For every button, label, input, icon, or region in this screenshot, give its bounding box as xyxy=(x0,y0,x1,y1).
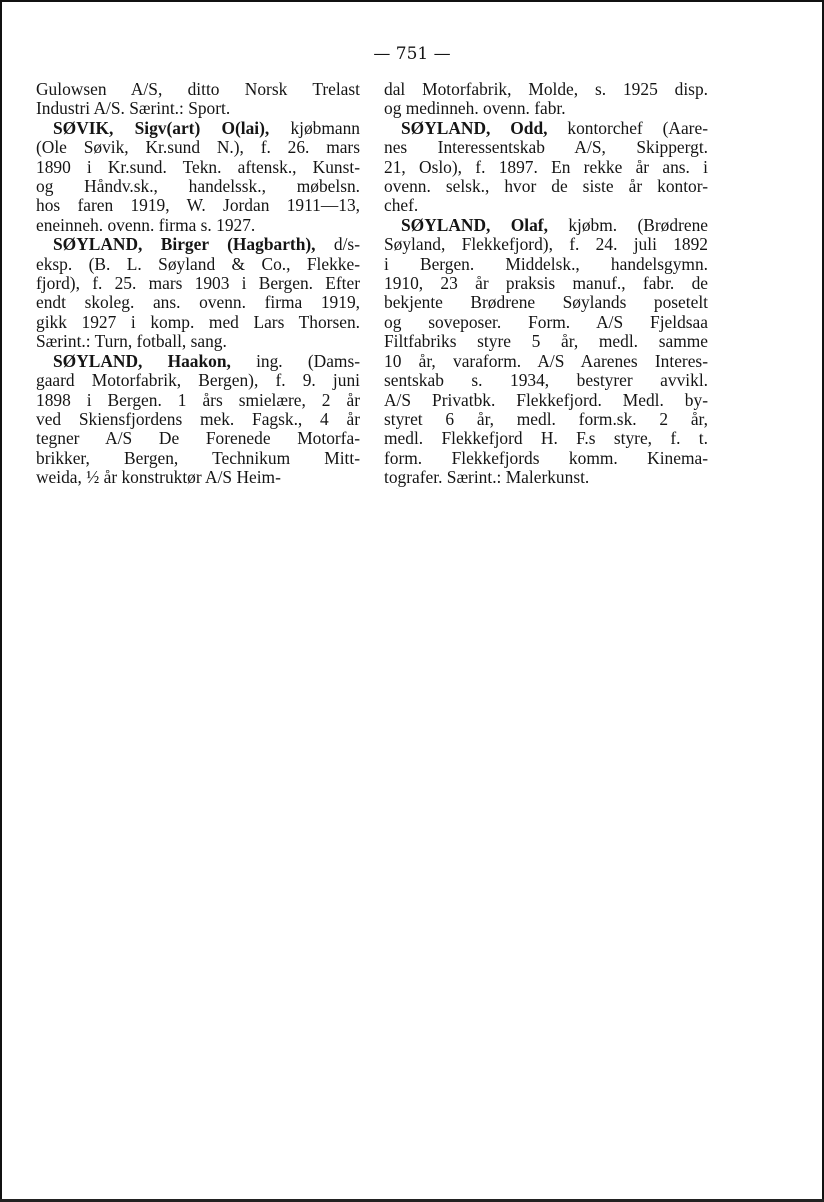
text-line xyxy=(384,313,708,332)
biography-entry xyxy=(36,235,360,351)
entry-name: SØYLAND, Olaf, xyxy=(401,214,548,235)
entry-text: dal Motorfabrik, Molde, s. 1925 disp. xyxy=(384,79,708,99)
entry-text: 10 år, varaform. A/S Aarenes Interes- xyxy=(384,350,708,371)
biography-continuation xyxy=(384,80,708,119)
text-line xyxy=(36,449,360,468)
entry-text: 21, Oslo), f. 1897. En rekke år ans. i xyxy=(384,156,708,177)
text-line xyxy=(36,391,360,410)
entry-text: gaard Motorfabrik, Bergen), f. 9. juni xyxy=(36,370,360,391)
biography-entry xyxy=(36,119,360,235)
text-line xyxy=(384,429,708,448)
left-column xyxy=(36,80,360,488)
entry-text: og Håndv.sk., handelssk., møbelsn. xyxy=(36,176,360,197)
text-line xyxy=(36,80,360,99)
entry-text: bekjente Brødrene Søylands posetelt xyxy=(384,292,708,313)
text-line xyxy=(36,138,360,157)
text-line xyxy=(36,158,360,177)
text-line xyxy=(36,313,360,332)
page-border-top xyxy=(0,0,824,2)
entry-text: kjøbmann xyxy=(269,117,361,138)
text-line xyxy=(384,332,708,351)
text-line xyxy=(384,119,708,138)
entry-text: kjøbm. (Brødrene xyxy=(547,214,708,235)
text-line xyxy=(384,468,708,487)
entry-text: 1910, 23 år praksis manuf., fabr. de xyxy=(384,273,708,294)
entry-text: hos faren 1919, W. Jordan 1911—13, xyxy=(36,195,360,216)
entry-text: Søyland, Flekkefjord), f. 24. juli 1892 xyxy=(384,234,708,255)
text-line xyxy=(384,410,708,429)
biography-continuation xyxy=(36,80,360,119)
text-line xyxy=(384,293,708,312)
entry-text: A/S Privatbk. Flekkefjord. Medl. by- xyxy=(384,389,708,410)
entry-name: SØYLAND, Birger (Hagbarth), xyxy=(53,234,316,255)
entry-text: Industri A/S. Særint.: Sport. xyxy=(36,98,231,119)
text-line xyxy=(384,158,708,177)
entry-text: Gulowsen A/S, ditto Norsk Trelast xyxy=(36,79,360,99)
entry-text: og medinneh. ovenn. fabr. xyxy=(384,98,566,119)
text-line xyxy=(36,274,360,293)
entry-text: styret 6 år, medl. form.sk. 2 år, xyxy=(384,408,708,429)
entry-text: brikker, Bergen, Technikum Mitt- xyxy=(36,447,360,468)
entry-text: ved Skiensfjordens mek. Fagsk., 4 år xyxy=(36,408,360,429)
entry-text: 1898 i Bergen. 1 års smielære, 2 år xyxy=(36,389,360,410)
entry-text: Særint.: Turn, fotball, sang. xyxy=(36,331,227,352)
entry-text: i Bergen. Middelsk., handelsgymn. xyxy=(384,253,708,274)
entry-text: eneinneh. ovenn. firma s. 1927. xyxy=(36,214,256,235)
text-line xyxy=(36,196,360,215)
text-line xyxy=(384,235,708,254)
text-line xyxy=(384,255,708,274)
entry-text: ing. (Dams- xyxy=(230,350,360,371)
text-line xyxy=(36,235,360,254)
text-line xyxy=(384,177,708,196)
entry-text: eksp. (B. L. Søyland & Co., Flekke- xyxy=(36,253,360,274)
entry-text: nes Interessentskab A/S, Skippergt. xyxy=(384,137,708,158)
page-border-left xyxy=(0,0,2,1202)
text-line xyxy=(384,391,708,410)
entry-text: kontorchef (Aare- xyxy=(547,117,708,138)
entry-text: fjord), f. 25. mars 1903 i Bergen. Efter xyxy=(36,273,360,294)
entry-text: 1890 i Kr.sund. Tekn. aftensk., Kunst- xyxy=(36,156,360,177)
biography-entry xyxy=(36,352,360,488)
text-line xyxy=(36,99,360,118)
entry-text: form. Flekkefjords komm. Kinema- xyxy=(384,447,708,468)
entry-text: (Ole Søvik, Kr.sund N.), f. 26. mars xyxy=(36,137,360,158)
entry-text: d/s- xyxy=(315,234,360,255)
entry-text: endt skoleg. ans. ovenn. firma 1919, xyxy=(36,292,360,313)
text-line xyxy=(384,138,708,157)
entry-name: SØYLAND, Haakon, xyxy=(53,350,231,371)
text-line xyxy=(36,332,360,351)
text-line xyxy=(36,429,360,448)
entry-text: og soveposer. Form. A/S Fjeldsaa xyxy=(384,311,708,332)
text-line xyxy=(384,449,708,468)
right-column xyxy=(384,80,708,488)
text-line xyxy=(384,99,708,118)
text-line xyxy=(384,196,708,215)
entry-text: Filtfabriks styre 5 år, medl. samme xyxy=(384,331,708,352)
entry-name: SØVIK, Sigv(art) O(lai), xyxy=(53,117,270,138)
entry-text: sentskab s. 1934, bestyrer avvikl. xyxy=(384,370,708,391)
text-line xyxy=(36,216,360,235)
text-line xyxy=(36,255,360,274)
entry-text: gikk 1927 i komp. med Lars Thorsen. xyxy=(36,311,360,332)
text-line xyxy=(384,274,708,293)
text-line xyxy=(36,410,360,429)
entry-text: weida, ½ år konstruktør A/S Heim- xyxy=(36,467,281,488)
entry-text: chef. xyxy=(384,195,419,216)
page-number: — 751 — xyxy=(373,44,451,64)
text-line xyxy=(36,371,360,390)
text-line xyxy=(36,352,360,371)
entry-name: SØYLAND, Odd, xyxy=(401,117,548,138)
entry-text: medl. Flekkefjord H. F.s styre, f. t. xyxy=(384,428,708,449)
entry-text: tografer. Særint.: Malerkunst. xyxy=(384,467,590,488)
entry-text: ovenn. selsk., hvor de siste år kontor- xyxy=(384,176,708,197)
text-line xyxy=(36,119,360,138)
text-line xyxy=(384,216,708,235)
text-line xyxy=(384,352,708,371)
text-line xyxy=(36,468,360,487)
text-line xyxy=(384,80,708,99)
text-line xyxy=(36,177,360,196)
text-line xyxy=(36,293,360,312)
entry-text: tegner A/S De Forenede Motorfa- xyxy=(36,428,360,449)
text-line xyxy=(384,371,708,390)
biography-entry xyxy=(384,119,708,216)
biography-entry xyxy=(384,216,708,488)
